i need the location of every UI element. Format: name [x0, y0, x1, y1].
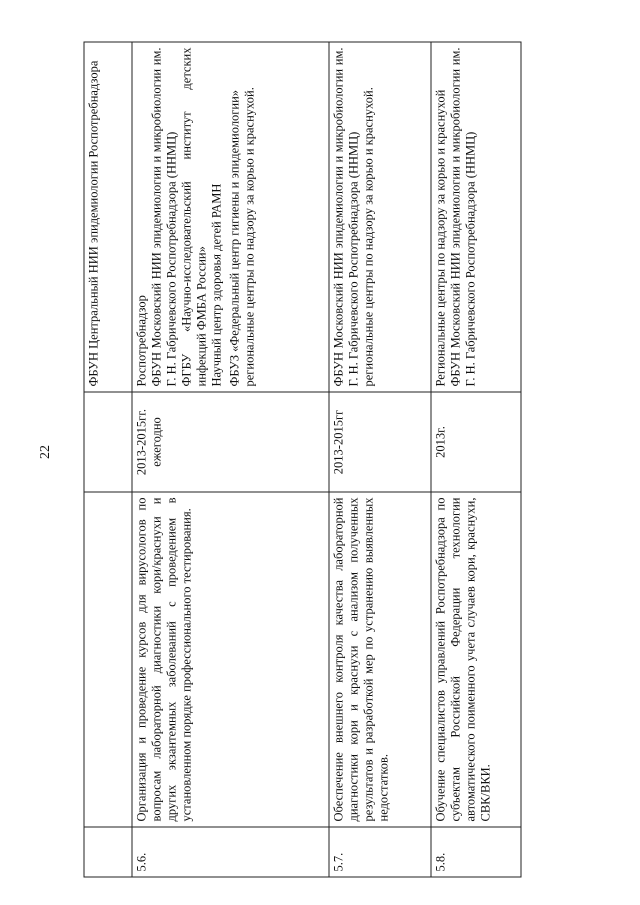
cell-executors — [132, 42, 329, 392]
executor-line: региональные центры по надзору за корью и краснухой. — [361, 87, 376, 387]
cell-number: 5.7. — [329, 827, 431, 877]
executor-line: ФБУН Центральный НИИ эпидемиологии Роспотребнадзора — [86, 60, 101, 387]
executor-line: региональные центры по надзору за корью и краснухой. — [242, 87, 256, 387]
executor-line: Роспотребнадзор — [134, 295, 148, 387]
cell-activity: Обеспечение внешнего контроля качества лабораторной диагностики кори и краснухи с анализом полученных результатов и разработкой мер по устранению выявленных недостатков. — [329, 492, 431, 827]
table-row-5-6 — [132, 42, 329, 877]
cell-number: 5.8. — [431, 827, 521, 877]
cell-number-empty — [84, 827, 132, 877]
activity-plan-table — [84, 42, 522, 878]
executor-line: ФБУН Московский НИИ эпидемиологии и микробиологии им. Г. Н. Габричевского Роспотребнадзора (ННМЦ) — [331, 47, 361, 387]
cell-activity: Обучение специалистов управлений Роспотребнадзора по субъектам Российской Федерации технологии автоматического поименного учета случаев кори, краснухи, СВК/ВКИ. — [431, 492, 521, 827]
executor-line: Региональные центры по надзору за корью и краснухой — [433, 89, 448, 387]
page-number: 22 — [38, 445, 53, 459]
table-row-5-7 — [329, 42, 431, 877]
cell-executors — [84, 42, 132, 392]
table-row-continued — [84, 42, 132, 877]
table-row-5-8 — [431, 42, 521, 877]
cell-number: 5.6. — [132, 827, 329, 877]
executor-line: ФГБУ «Научно-исследовательский институт детских инфекций ФМБА России» — [179, 47, 208, 387]
cell-term-empty — [84, 392, 132, 492]
rotated-table-sheet — [84, 43, 522, 878]
executor-line: ФБУЗ «Федеральный центр гигиены и эпидемиологии» — [227, 89, 241, 387]
cell-executors — [329, 42, 431, 392]
executor-line: ФБУН Московский НИИ эпидемиологии и микробиологии им. Г. Н. Габричевского Роспотребнадзора (ННМЦ) — [149, 47, 178, 387]
cell-term: 2013-2015гг — [329, 392, 431, 492]
executor-line: Научный центр здоровья детей РАМН — [209, 183, 223, 387]
cell-term: 2013-2015гг. ежегодно — [132, 392, 329, 492]
cell-term: 2013г. — [431, 392, 521, 492]
cell-activity: Организация и проведение курсов для вирусологов по вопросам лабораторной диагностики кори/краснухи и других экзантемных заболеваний с проведением в установленном порядке профессионального тестирования. — [132, 492, 329, 827]
executor-line: ФБУН Московский НИИ эпидемиологии и микробиологии им. Г. Н. Габричевского Роспотребнадзора (ННМЦ) — [448, 47, 478, 387]
cell-executors — [431, 42, 521, 392]
cell-activity-empty — [84, 492, 132, 827]
